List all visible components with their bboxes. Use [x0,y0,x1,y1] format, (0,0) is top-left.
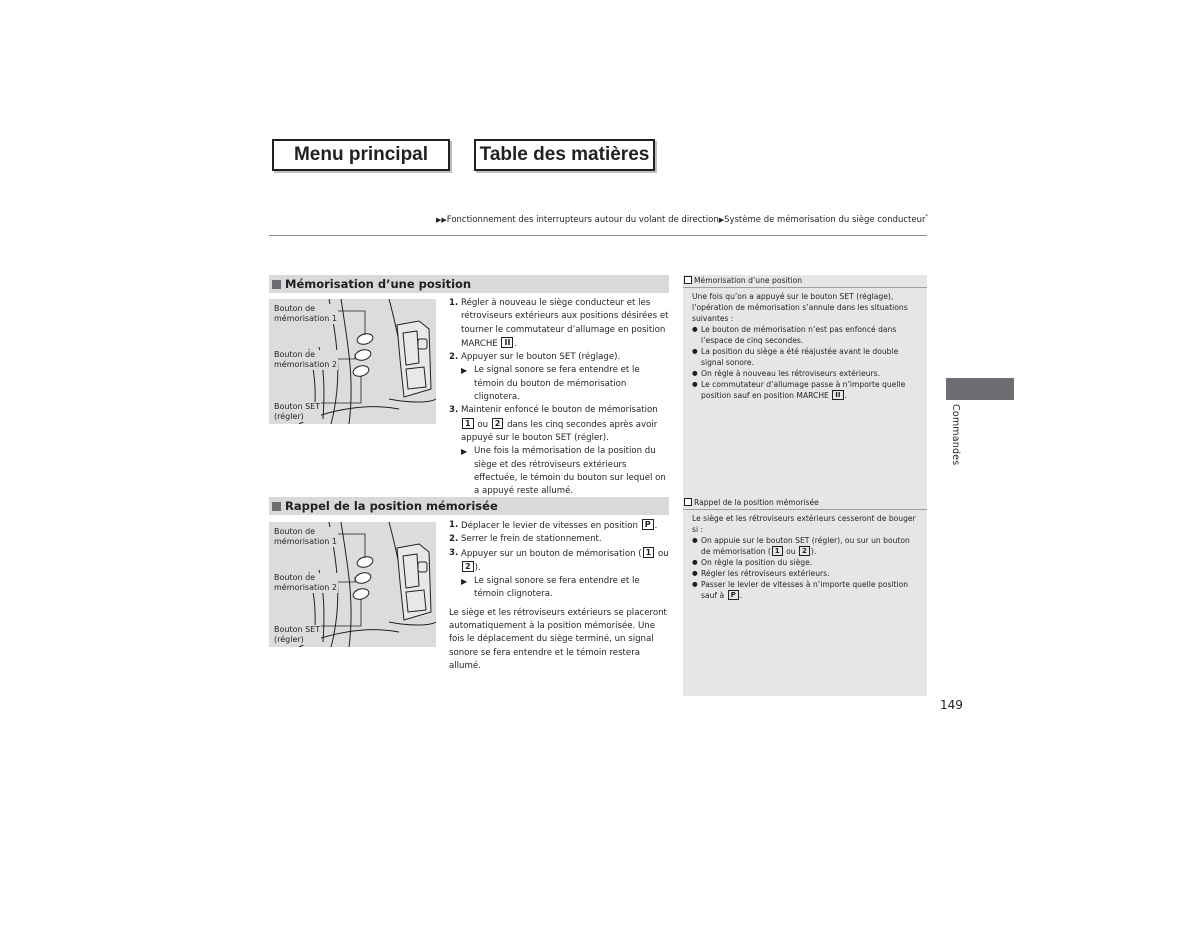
double-arrow-icon: ▶▶ [435,215,447,224]
section-title: Mémorisation d’une position [285,277,472,291]
note-box-icon [684,276,692,284]
label-memory-button-1: Bouton de mémorisation 1 [274,304,337,323]
step-1: 1. Régler à nouveau le siège conducteur et les rétroviseurs extérieurs aux positions désirées et tourner le commutateur d’allumage en position MARCHE II . [449,298,669,349]
square-bullet-icon [272,280,281,289]
side-note-memorisation [692,291,920,401]
side-note-recall [692,513,920,601]
step-3-note: ▶ Une fois la mémorisation de la position du siège et des rétroviseurs extérieurs effectuée, le témoin du bouton sur lequel on a appuyé reste allumé. [461,446,666,497]
step-3: 3. Maintenir enfoncé le bouton de mémorisation 1 ou 2 dans les cinq secondes après avoir appuyé sur le bouton SET (régler). [449,405,658,443]
square-bullet-icon [272,502,281,511]
triangle-arrow-icon: ▶ [461,447,468,457]
triangle-arrow-icon: ▶ [461,577,468,587]
side-note-heading-recall: Rappel de la position mémorisée [683,497,927,510]
step-1: 1. Déplacer le levier de vitesses en position P . [449,520,658,531]
breadcrumb-part-1[interactable]: Fonctionnement des interrupteurs autour du volant de direction [446,214,719,225]
park-key-icon: P [728,590,739,600]
header-divider [269,235,927,236]
breadcrumb [436,214,928,225]
memory-key-1-icon: 1 [462,418,474,429]
label-set-button: Bouton SET (régler) [274,625,321,644]
memory-key-1-icon: 1 [643,547,655,558]
main-menu-button[interactable]: Menu principal [272,139,450,171]
step-3: 3. Appuyer sur un bouton de mémorisation ( 1 ou 2 ). [449,547,669,573]
recall-steps [449,519,671,673]
side-bullet: ● On règle la position du siège. [692,557,920,568]
ignition-on-key-icon: II [501,337,513,348]
memory-key-2-icon: 2 [492,418,504,429]
section-heading-recall [269,497,669,515]
side-note-heading-memorisation: Mémorisation d’une position [683,275,927,288]
side-bullet: ● On appuie sur le bouton SET (régler), ou sur un bouton de mémorisation ( 1 ou 2 ). [692,535,920,557]
side-bullet: ● La position du siège a été réajustée avant le double signal sonore. [692,346,920,368]
step-2-note: ▶ Le signal sonore se fera entendre et le témoin du bouton de mémorisation clignotera. [461,365,640,403]
recall-paragraph: Le siège et les rétroviseurs extérieurs se placeront automatiquement à la position mémorisée. Une fois le déplacement du siège terminé, un signal sonore se fera entendre et le témoin restera allumé. [449,607,667,671]
side-bullet: ● On règle à nouveau les rétroviseurs extérieurs. [692,368,920,379]
chapter-tab-label[interactable]: Commandes [950,404,961,466]
memory-key-2-icon: 2 [462,561,474,572]
memory-key-2-icon: 2 [799,546,810,556]
asterisk-mark: * [925,214,928,220]
step-3-note: ▶ Le signal sonore se fera entendre et le témoin clignotera. [461,576,640,600]
memory-buttons-illustration [269,522,436,647]
park-key-icon: P [642,519,654,530]
triangle-arrow-icon: ▶ [461,366,468,376]
arrow-icon: ▶ [718,215,725,224]
table-of-contents-button[interactable]: Table des matières [474,139,655,171]
breadcrumb-part-2[interactable]: Système de mémorisation du siège conducteur [724,214,926,225]
label-memory-button-2: Bouton de mémorisation 2 [274,573,337,592]
chapter-tab-marker[interactable] [946,378,1014,400]
note-box-icon [684,498,692,506]
side-note-intro: Le siège et les rétroviseurs extérieurs cesseront de bouger si : [692,514,916,534]
side-bullet: ● Le commutateur d’allumage passe à n’importe quelle position sauf en position MARCHE II . [692,379,920,401]
section-heading-memorisation [269,275,669,293]
label-set-button: Bouton SET (régler) [274,402,321,421]
memory-key-1-icon: 1 [772,546,783,556]
section-title: Rappel de la position mémorisée [285,499,498,513]
ignition-on-key-icon: II [832,390,843,400]
step-2: 2. Appuyer sur le bouton SET (réglage). [449,352,621,363]
label-memory-button-2: Bouton de mémorisation 2 [274,350,337,369]
side-bullet: ● Passer le levier de vitesses à n’importe quelle position sauf à P . [692,579,920,601]
side-note-intro: Une fois qu’on a appuyé sur le bouton SET (réglage), l’opération de mémorisation s’annule dans les situations suivantes : [692,292,908,323]
page-number: 149 [940,698,963,712]
step-2: 2. Serrer le frein de stationnement. [449,534,602,545]
label-memory-button-1: Bouton de mémorisation 1 [274,527,337,546]
side-bullet: ● Le bouton de mémorisation n’est pas enfoncé dans l’espace de cinq secondes. [692,324,920,346]
memorisation-steps [449,297,671,498]
memory-buttons-illustration [269,299,436,424]
side-bullet: ● Régler les rétroviseurs extérieurs. [692,568,920,579]
